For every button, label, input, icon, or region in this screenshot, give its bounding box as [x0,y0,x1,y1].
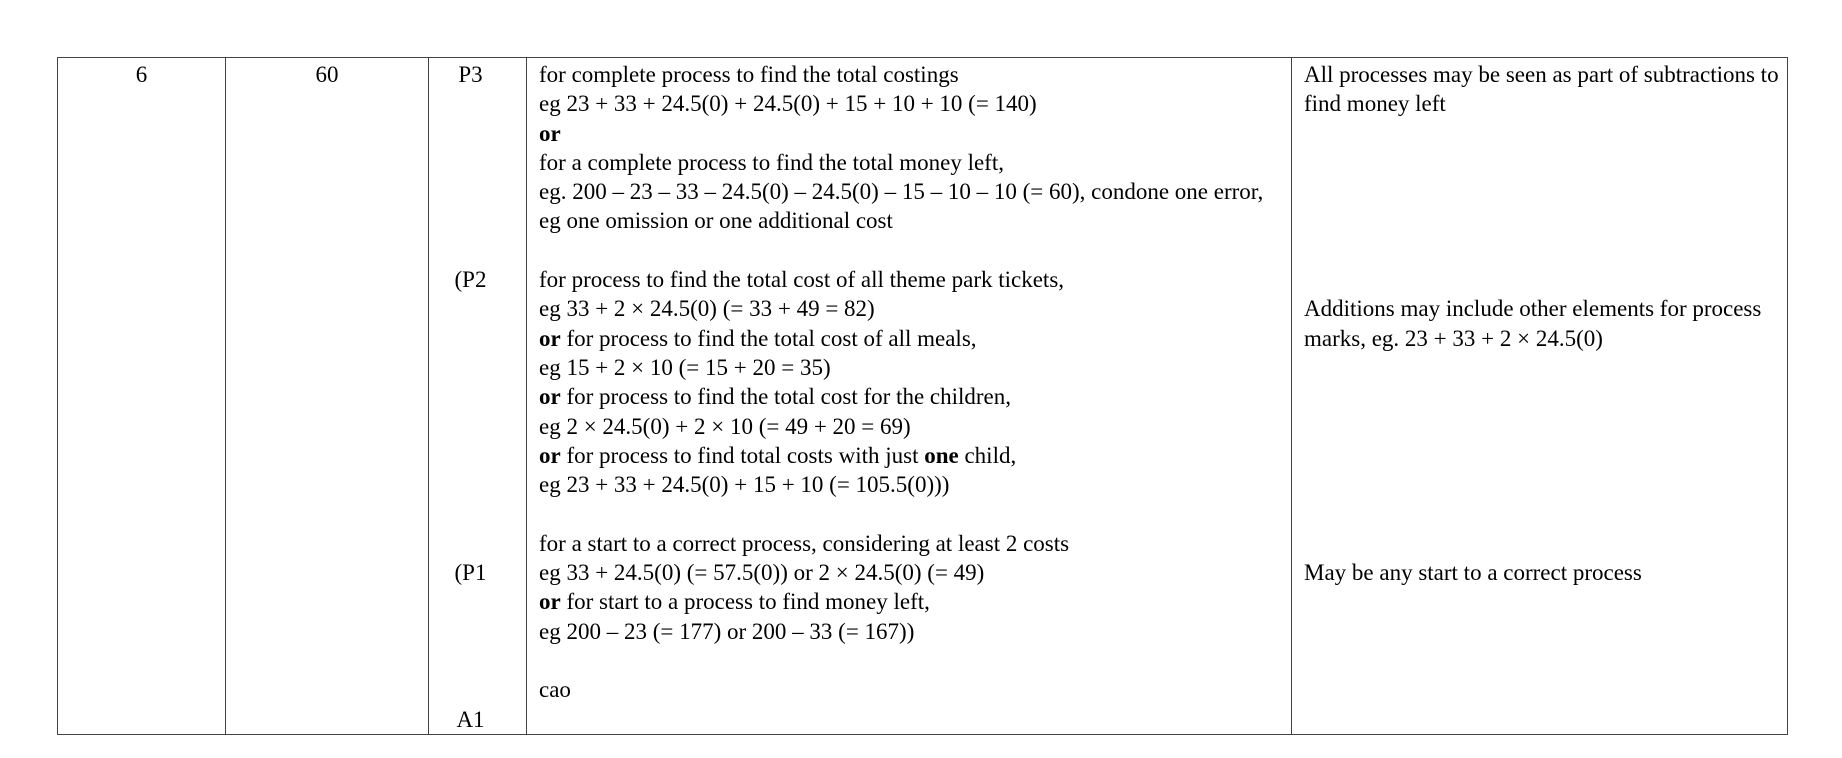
question-number: 6 [58,58,226,735]
notes-p2 [539,265,1285,499]
guidance-p2 [1304,294,1779,528]
notes-text: eg 2 × 24.5(0) + 2 × 10 (= 49 + 20 = 69) [539,413,911,439]
notes-text: child, [958,442,1017,468]
or-keyword: or [539,384,561,410]
mark-p2: (P2 [454,267,487,293]
notes-a1 [539,675,1285,704]
mark-scheme-table [57,57,1788,735]
notes-p3 [539,60,1285,236]
guidance-p1 [1304,558,1779,587]
notes-text: cao [539,677,571,703]
notes-text: for start to a process to find money left, [560,589,930,615]
one-keyword: one [924,442,959,468]
mark-p3: P3 [458,62,483,87]
notes-text: eg 15 + 2 × 10 (= 15 + 20 = 35) [539,354,831,380]
notes-text: eg 23 + 33 + 24.5(0) + 15 + 10 (= 105.5(0))) [539,472,950,498]
table-row [58,58,1788,735]
notes-text: for process to find the total cost of all theme park tickets, [539,267,1065,293]
notes-text: for complete process to find the total costings [539,62,959,87]
or-keyword: or [539,442,561,468]
mark-a1: A1 [456,706,485,732]
or-keyword: or [539,120,561,146]
notes-text: eg. 200 – 23 – 33 – 24.5(0) – 24.5(0) – 15 – 10 – 10 (= 60), condone one error, eg one omission or one additional cost [539,179,1264,234]
notes-p1 [539,529,1285,646]
notes-text: for a start to a correct process, considering at least 2 costs [539,530,1070,556]
guidance-text: Additions may include other elements for process marks, eg. 23 + 33 + 2 × 24.5(0) [1304,296,1762,351]
guidance-p3 [1304,60,1779,265]
notes-text: eg 33 + 2 × 24.5(0) (= 33 + 49 = 82) [539,296,875,322]
notes-text: for a complete process to find the total money left, [539,149,1004,175]
or-keyword: or [539,325,561,351]
guidance-text: May be any start to a correct process [1304,559,1642,585]
notes-column [527,58,1292,735]
notes-text: eg 23 + 33 + 24.5(0) + 24.5(0) + 15 + 10 + 10 (= 140) [539,91,1037,117]
notes-text: for process to find total costs with just [560,442,925,468]
guidance-text: All processes may be seen as part of subtractions to find money left [1304,62,1779,117]
notes-text: for process to find the total cost for the children, [560,384,1012,410]
mark-p1: (P1 [454,560,487,586]
mark-column [429,58,527,735]
or-keyword: or [539,589,561,615]
notes-text: for process to find the total cost of all meals, [560,325,977,351]
answer-value: 60 [226,58,429,735]
notes-text: eg 33 + 24.5(0) (= 57.5(0)) or 2 × 24.5(0) (= 49) [539,560,985,586]
guidance-column [1292,58,1788,735]
notes-text: eg 200 – 23 (= 177) or 200 – 33 (= 167)) [539,618,915,644]
